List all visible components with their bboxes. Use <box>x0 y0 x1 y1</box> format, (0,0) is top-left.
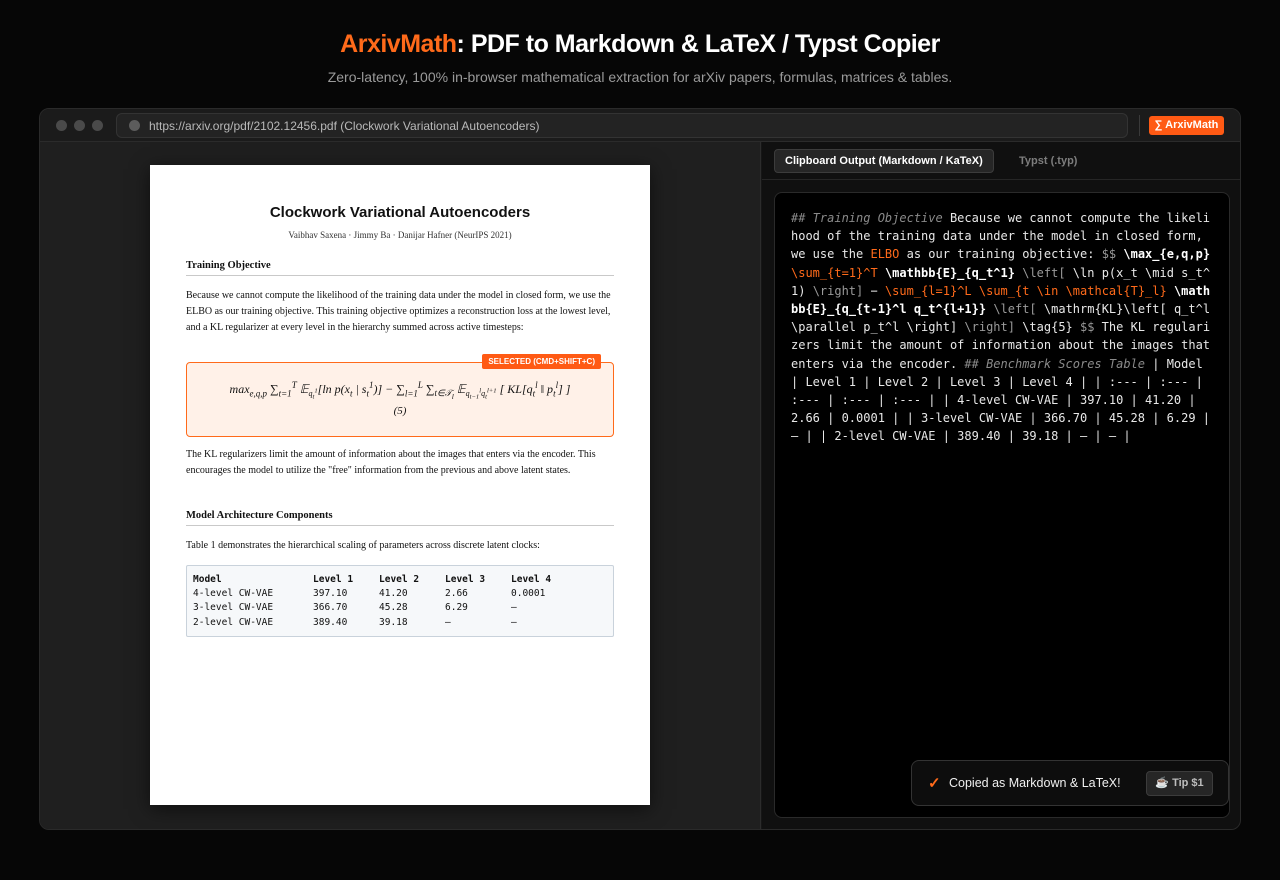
browser-window <box>39 108 1241 830</box>
arxivmath-extension-button[interactable]: ∑ ArxivMath <box>1149 116 1224 135</box>
address-url: https://arxiv.org/pdf/2102.12456.pdf (Clockwork Variational Autoencoders) <box>149 119 540 133</box>
output-panel <box>762 142 1241 830</box>
selected-badge: SELECTED (CMD+SHIFT+C) <box>482 354 601 369</box>
hero-subtitle: Zero-latency, 100% in-browser mathematical extraction for arXiv papers, formulas, matrices & tables. <box>327 69 953 85</box>
window-close-dot[interactable] <box>56 120 67 131</box>
browser-titlebar <box>40 109 1241 142</box>
table-cell: 2-level CW-VAE <box>193 616 274 628</box>
table-row <box>193 615 577 630</box>
clipboard-output-box[interactable] <box>774 192 1230 818</box>
toolbar-divider <box>1139 115 1140 136</box>
checkmark-icon: ✓ <box>928 775 941 792</box>
toast-message: Copied as Markdown & LaTeX! <box>949 776 1121 790</box>
site-info-icon[interactable] <box>129 120 140 131</box>
table-cell: — <box>511 602 517 614</box>
window-maximize-dot[interactable] <box>92 120 103 131</box>
table-cell: 0.0001 <box>511 587 546 599</box>
table-cell: 2.66 <box>445 587 468 599</box>
section-heading-training: Training Objective <box>186 260 614 276</box>
address-bar[interactable] <box>116 113 1128 138</box>
clipboard-output-code: ## Training Objective Because we cannot compute the likelihood of the training data under the model in closed form, we use the ELBO as our training objective: $$ \max_{e,q,p} \sum_{t=1}^T \mathbb{E}_{q_t^1} \left[ \ln p(x_t \mid s_t^1) \right] − \sum_{l=1}^L \sum_{t \in \mathcal{T}_l} \mathbb{E}_{q_{t-1}^l q_t^{l+1}} \left[ \mathrm{KL}\left[ q_t^l \parallel p_t^l \right] \right] \tag{5} $$ The KL regularizers limit the amount of information about the images that enters via the encoder. ## Benchmark Scores Table | Model | Level 1 | Level 2 | Level 3 | Level 4 | | :--- | :--- | :--- | :--- | :--- | | 4-level CW-VAE | 397.10 | 41.20 | 2.66 | 0.0001 | | 3-level CW-VAE | 366.70 | 45.28 | 6.29 | — | | 2-level CW-VAE | 389.40 | 39.18 | — | — | <box>791 211 1218 444</box>
table-row <box>193 601 577 616</box>
copied-toast <box>911 760 1229 806</box>
table-header: Model <box>193 573 222 585</box>
table-cell: 4-level CW-VAE <box>193 587 274 599</box>
table-cell: 41.20 <box>379 587 408 599</box>
output-tabbar <box>762 142 1241 180</box>
pdf-viewer[interactable] <box>40 142 761 830</box>
hero-title-rest: : PDF to Markdown & LaTeX / Typst Copier <box>456 30 940 58</box>
paper-title: Clockwork Variational Autoencoders <box>269 204 531 221</box>
table-cell: — <box>445 616 451 628</box>
table-header: Level 1 <box>313 573 354 585</box>
pdf-page <box>150 165 650 805</box>
tip-button[interactable]: ☕ Tip $1 <box>1146 771 1213 796</box>
table-cell: 3-level CW-VAE <box>193 602 274 614</box>
table-cell: 389.40 <box>313 616 348 628</box>
equation-formula: $\max_{e,q,p} \sum_{t=1}^T$ 𝔼$_{q_t^1}$[ln $p(x_t$ | $s_t^1)] - \sum_{l=1}^L$ $\sum_{t\in 𝒯_l}$ 𝔼$_{q_{t-1}^lq_t^{l+1}}$ [ $KL[q_t^l$ ‖ $p_t^l$] ] <box>229 380 571 402</box>
table-cell: 39.18 <box>379 616 408 628</box>
tab-clipboard-output[interactable]: Clipboard Output (Markdown / KaTeX) <box>774 149 994 173</box>
section-heading-architecture: Model Architecture Components <box>186 510 614 526</box>
paper-authors: Vaibhav Saxena · Jimmy Ba · Danijar Hafner (NeurIPS 2021) <box>288 230 512 240</box>
tab-typst[interactable]: Typst (.typ) <box>1019 155 1078 167</box>
paragraph-kl: The KL regularizers limit the amount of information about the images that enters via the encoder. This encourages the model to utilize the "free" information from the previous and above latent states. <box>186 449 596 476</box>
table-cell: — <box>511 616 517 628</box>
hero-title <box>0 30 1280 59</box>
paragraph-table-intro: Table 1 demonstrates the hierarchical scaling of parameters across discrete latent clocks: <box>186 540 540 551</box>
hero-brand: ArxivMath <box>340 30 457 58</box>
table-header: Level 2 <box>379 573 420 585</box>
table-cell: 45.28 <box>379 602 408 614</box>
table-cell: 6.29 <box>445 602 468 614</box>
equation-number: (5) <box>393 405 407 417</box>
window-minimize-dot[interactable] <box>74 120 85 131</box>
paragraph-training: Because we cannot compute the likelihood of the training data under the model in closed form, we use the ELBO as our training objective. This training objective optimizes a reconstruction loss at the lowest level, and a KL regularizer at every level in the hierarchy summed across active timesteps: <box>186 290 611 333</box>
table-header: Level 3 <box>445 573 486 585</box>
selected-equation[interactable] <box>186 357 614 437</box>
table-row <box>193 586 577 601</box>
table-header: Level 4 <box>511 573 552 585</box>
results-table <box>186 565 614 637</box>
table-header-row <box>193 572 577 586</box>
table-cell: 366.70 <box>313 602 348 614</box>
table-cell: 397.10 <box>313 587 348 599</box>
